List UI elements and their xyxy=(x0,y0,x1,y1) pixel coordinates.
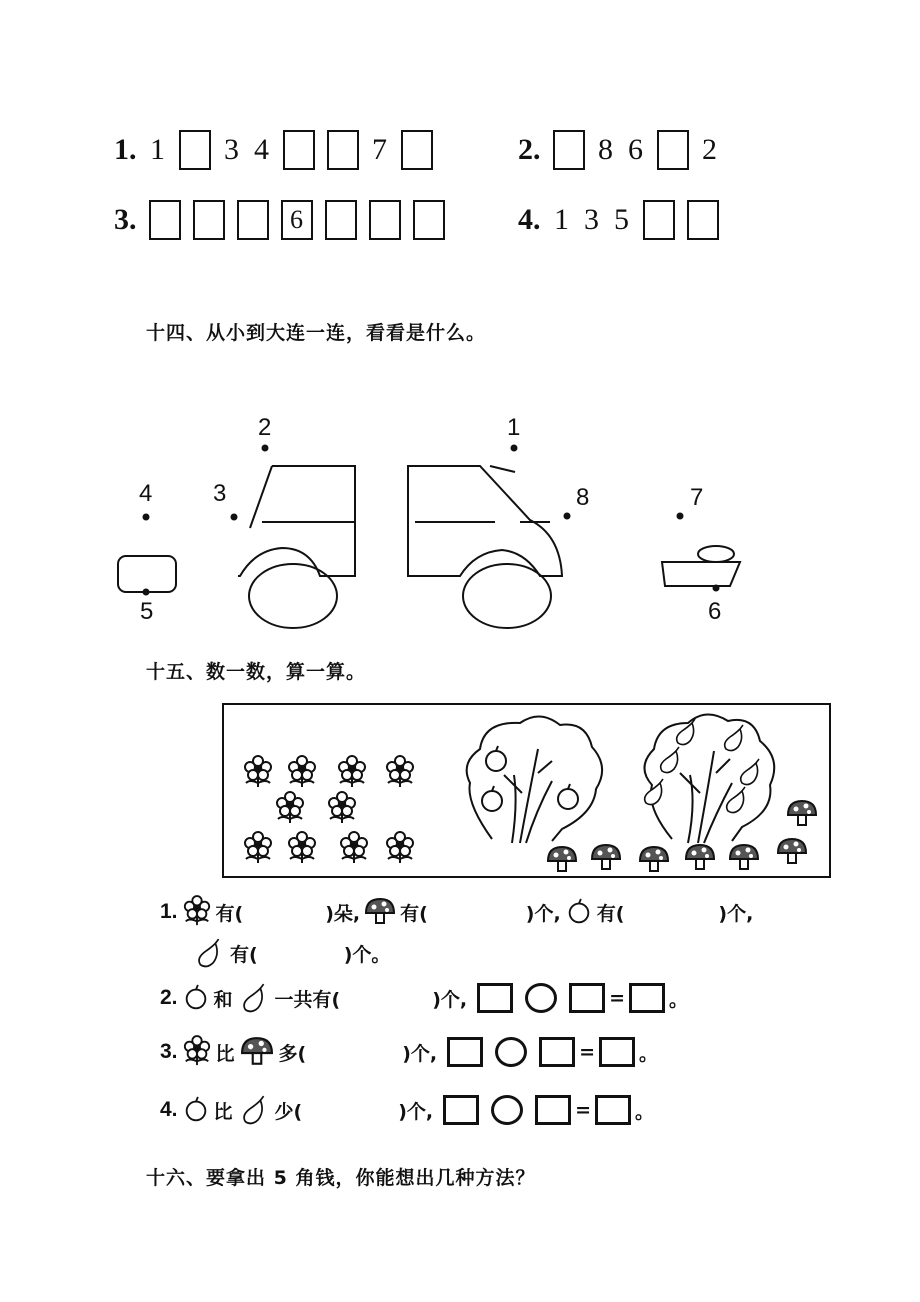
connect-dots-car xyxy=(0,400,920,640)
question-2: 2. 和 一共有( )个, = 。 xyxy=(160,982,688,1014)
question-1: 1. 有( )朵, 有( )个, 有( )个, xyxy=(160,897,753,927)
question-label: 1. xyxy=(160,900,178,923)
sequence-number: 6 xyxy=(628,133,643,166)
operand-box[interactable] xyxy=(535,1095,571,1125)
operator-circle[interactable] xyxy=(495,1037,527,1067)
apple-icon xyxy=(182,984,210,1012)
pear-icon xyxy=(192,937,226,969)
apple-icon xyxy=(182,1096,210,1124)
counting-picture xyxy=(222,703,832,879)
sequence-4 xyxy=(518,200,725,240)
sequence-3 xyxy=(114,200,451,240)
answer-box[interactable] xyxy=(553,130,585,170)
sequence-label: 3. xyxy=(114,203,137,236)
sequence-number: 7 xyxy=(372,133,387,166)
answer-box[interactable] xyxy=(643,200,675,240)
sequence-number: 3 xyxy=(224,133,239,166)
dot-label-8: 8 xyxy=(576,484,590,511)
answer-box[interactable] xyxy=(237,200,269,240)
sequence-number: 2 xyxy=(702,133,717,166)
question-label: 3. xyxy=(160,1040,178,1063)
lamp-left xyxy=(118,556,176,592)
question-label: 4. xyxy=(160,1098,178,1121)
sequence-label: 2. xyxy=(518,133,541,166)
dot-2 xyxy=(262,445,269,452)
section-15-title: 十五、数一数，算一算。 xyxy=(146,661,367,683)
answer-box[interactable] xyxy=(179,130,211,170)
sequence-2 xyxy=(518,130,725,170)
operator-circle[interactable] xyxy=(525,983,557,1013)
answer-box[interactable] xyxy=(325,200,357,240)
mushroom-icon xyxy=(364,897,396,927)
sequence-number: 3 xyxy=(584,203,599,236)
dot-8 xyxy=(564,513,571,520)
section-16-title: 十六、要拿出 5 角钱，你能想出几种方法？ xyxy=(146,1167,536,1189)
answer-box[interactable] xyxy=(401,130,433,170)
dot-3 xyxy=(231,514,238,521)
answer-box[interactable] xyxy=(657,130,689,170)
dot-1 xyxy=(511,445,518,452)
result-box[interactable] xyxy=(629,983,665,1013)
question-label: 2. xyxy=(160,986,178,1009)
wheel-right xyxy=(463,564,551,628)
question-1-cont: 有( )个。 xyxy=(192,937,390,969)
operator-circle[interactable] xyxy=(491,1095,523,1125)
answer-box[interactable] xyxy=(327,130,359,170)
flower-icon xyxy=(182,1037,212,1067)
dot-6 xyxy=(713,585,720,592)
sequence-label: 4. xyxy=(518,203,541,236)
operand-box[interactable] xyxy=(569,983,605,1013)
dot-label-5: 5 xyxy=(140,598,154,625)
operand-box[interactable] xyxy=(477,983,513,1013)
sequence-label: 1. xyxy=(114,133,137,166)
dot-label-1: 1 xyxy=(507,414,521,441)
dot-7 xyxy=(677,513,684,520)
pear-icon xyxy=(237,982,271,1014)
answer-box[interactable] xyxy=(283,130,315,170)
flower-icon xyxy=(182,897,212,927)
pear-icon xyxy=(237,1094,271,1126)
dot-4 xyxy=(143,514,150,521)
question-3: 3. 比 多( )个, = 。 xyxy=(160,1036,658,1068)
sequence-1 xyxy=(114,130,439,170)
operand-box[interactable] xyxy=(443,1095,479,1125)
result-box[interactable] xyxy=(599,1037,635,1067)
sequence-number: 5 xyxy=(614,203,629,236)
answer-box[interactable] xyxy=(149,200,181,240)
sequence-number: 8 xyxy=(598,133,613,166)
dot-label-6: 6 xyxy=(708,598,722,625)
operand-box[interactable] xyxy=(447,1037,483,1067)
lamp-right xyxy=(662,562,740,586)
answer-box[interactable] xyxy=(369,200,401,240)
sequence-number: 1 xyxy=(554,203,569,236)
given-box: 6 xyxy=(281,200,313,240)
wheel-left xyxy=(249,564,337,628)
question-4: 4. 比 少( )个, = 。 xyxy=(160,1094,654,1126)
operand-box[interactable] xyxy=(539,1037,575,1067)
answer-box[interactable] xyxy=(687,200,719,240)
dot-label-4: 4 xyxy=(139,480,153,507)
apple-icon xyxy=(565,898,593,926)
sequence-number: 4 xyxy=(254,133,269,166)
dot-5 xyxy=(143,589,150,596)
answer-box[interactable] xyxy=(413,200,445,240)
mushroom-icon xyxy=(239,1036,275,1068)
answer-box[interactable] xyxy=(193,200,225,240)
section-14-title: 十四、从小到大连一连，看看是什么。 xyxy=(146,322,487,344)
dot-label-2: 2 xyxy=(258,414,272,441)
sequence-number: 1 xyxy=(150,133,165,166)
dot-label-7: 7 xyxy=(690,484,704,511)
dot-label-3: 3 xyxy=(213,480,227,507)
result-box[interactable] xyxy=(595,1095,631,1125)
